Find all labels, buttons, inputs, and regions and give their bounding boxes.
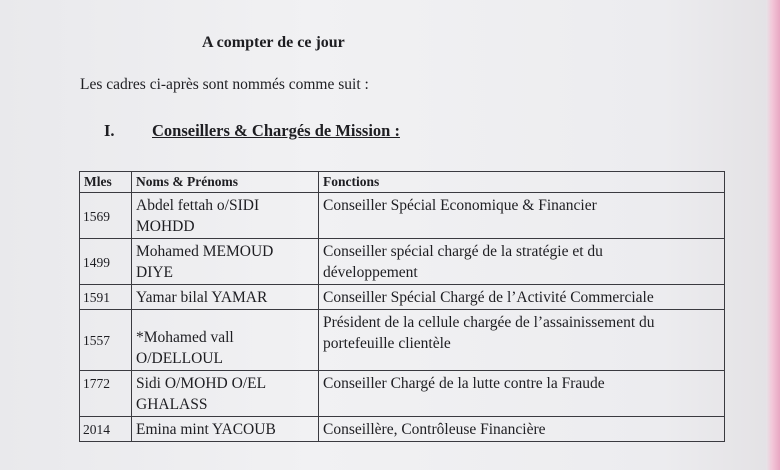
header-names: Noms & Prénoms <box>132 172 319 193</box>
mle-cell: 1591 <box>80 285 132 310</box>
table-row <box>80 310 725 371</box>
function-line: Conseiller Spécial Chargé de l’Activité Commerciale <box>323 289 654 306</box>
function-line: Conseiller Spécial Economique & Financier <box>323 197 597 214</box>
name-cell <box>132 417 319 442</box>
mle-cell: 1557 <box>80 310 132 371</box>
section-number: I. <box>104 121 115 140</box>
section-title: Conseillers & Chargés de Mission : <box>152 121 400 140</box>
name-line: Abdel fettah o/SIDI <box>136 197 260 214</box>
function-cell <box>319 371 725 417</box>
name-cell <box>132 371 319 417</box>
name-line: Emina mint YACOUB <box>136 421 276 438</box>
function-line: Conseillère, Contrôleuse Financière <box>323 421 546 438</box>
page-edge <box>766 0 780 470</box>
function-cell <box>319 239 725 285</box>
name-line: Mohamed MEMOUD <box>136 243 274 260</box>
function-cell <box>319 285 725 310</box>
mle-cell: 1569 <box>80 193 132 239</box>
name-line: Sidi O/MOHD O/EL <box>136 375 267 392</box>
name-line: O/DELLOUL <box>136 350 223 367</box>
mle-cell: 1772 <box>80 371 132 417</box>
name-cell <box>132 310 319 371</box>
table-row <box>80 285 725 310</box>
function-line: développement <box>323 264 418 281</box>
function-line: Conseiller Chargé de la lutte contre la Fraude <box>323 375 605 392</box>
document-heading: A compter de ce jour <box>202 34 345 51</box>
name-cell <box>132 285 319 310</box>
function-cell <box>319 193 725 239</box>
function-cell <box>319 417 725 442</box>
mle-cell: 1499 <box>80 239 132 285</box>
function-line: Conseiller spécial chargé de la stratégie et du <box>323 243 603 260</box>
table-row <box>80 193 725 239</box>
table-row <box>80 371 725 417</box>
name-line: DIYE <box>136 264 174 281</box>
table-header-row <box>80 172 725 193</box>
intro-text: Les cadres ci-après sont nommés comme suit : <box>80 76 369 93</box>
table-row <box>80 417 725 442</box>
name-cell <box>132 239 319 285</box>
function-line: Président de la cellule chargée de l’assainissement du <box>323 314 655 331</box>
function-line: portefeuille clientèle <box>323 335 451 352</box>
name-line: Yamar bilal YAMAR <box>136 289 268 306</box>
table-row <box>80 239 725 285</box>
function-cell <box>319 310 725 371</box>
header-functions: Fonctions <box>319 172 725 193</box>
name-line: *Mohamed vall <box>136 329 234 346</box>
name-cell <box>132 193 319 239</box>
appointments-table <box>79 171 725 442</box>
name-line: GHALASS <box>136 396 208 413</box>
header-mles: Mles <box>80 172 132 193</box>
name-line: MOHDD <box>136 218 195 235</box>
mle-cell: 2014 <box>80 417 132 442</box>
